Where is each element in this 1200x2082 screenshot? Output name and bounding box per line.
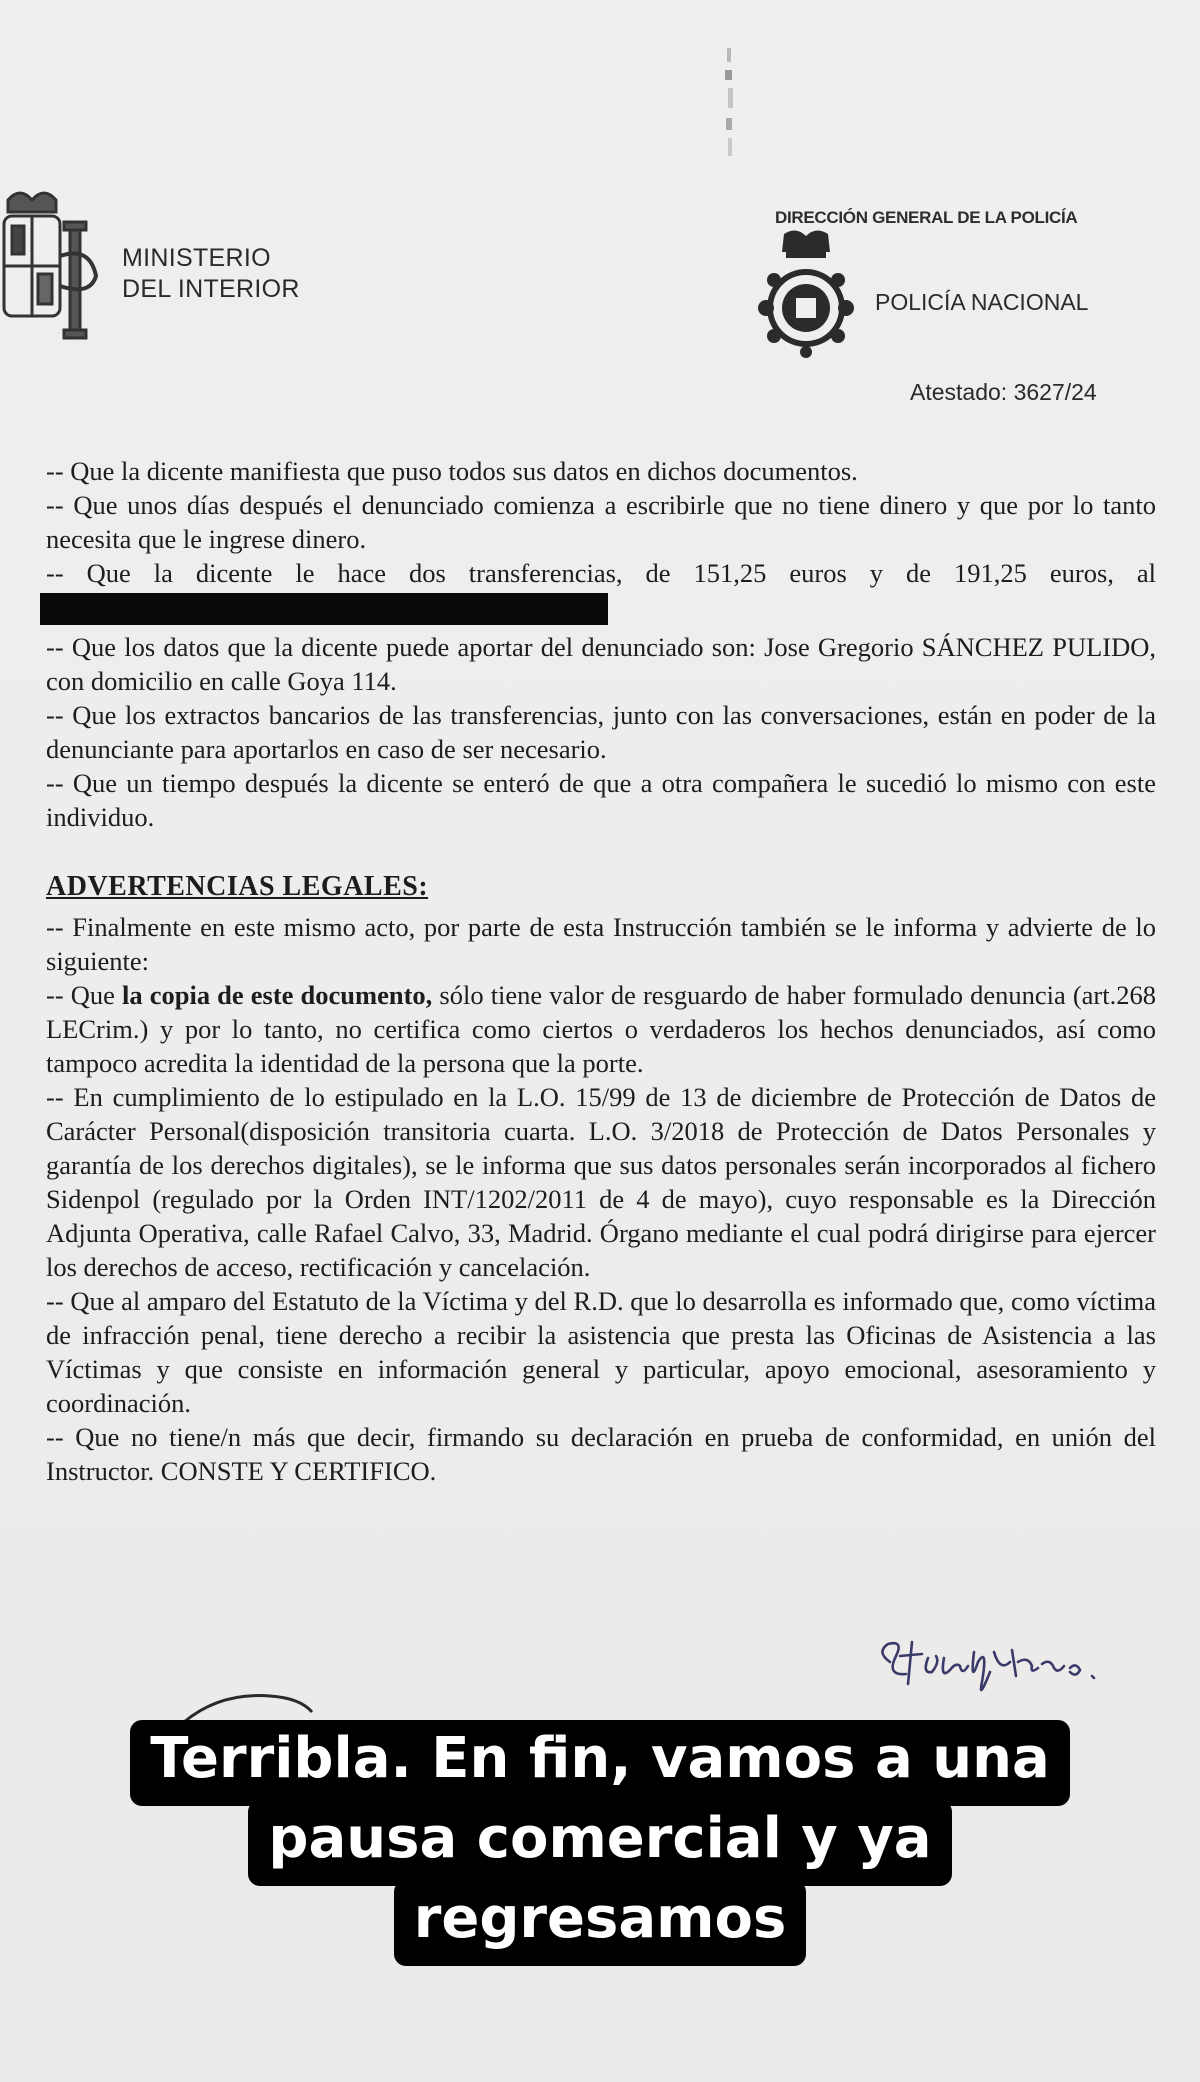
legal-paragraph: -- Que al amparo del Estatuto de la Víctima y del R.D. que lo desarrolla es informado que, como víctima de infracción penal, tiene derecho a recibir la asistencia que presta las Oficinas de Asistencia a las Víctimas y que consiste en información general y particular, apoyo emocional, asesoramiento y coordinación.: [46, 1286, 1156, 1418]
police-badge-icon: [752, 228, 860, 358]
caption-line: regresamos: [394, 1880, 807, 1966]
declaration-paragraph: -- Que los datos que la dicente puede aportar del denunciado son: Jose Gregorio SÁNCHEZ PULIDO, con domicilio en calle Goya 114.: [46, 632, 1156, 696]
legal-bold-text: la copia de este documento,: [122, 980, 433, 1010]
legal-heading: ADVERTENCIAS LEGALES:: [46, 871, 429, 902]
caption-line: Terribla. En fin, vamos a una: [130, 1720, 1070, 1806]
legal-text: sólo tiene valor de resguardo de haber formulado denuncia (art.268 LECrim.) y por lo tanto, no certifica como ciertos o verdaderos los hechos denunciados, así como tampoco acredita la identidad de la persona que la porte.: [46, 980, 1156, 1078]
legal-paragraph: -- Que no tiene/n más que decir, firmando su declaración en prueba de conformidad, en unión del Instructor. CONSTE Y CERTIFICO.: [46, 1422, 1156, 1486]
coat-of-arms-icon: [0, 186, 104, 346]
signature: [870, 1622, 1110, 1712]
declaration-paragraph: -- Que un tiempo después la dicente se enteró de que a otra compañera le sucedió lo mismo con este individuo.: [46, 768, 1156, 832]
legal-paragraph: [46, 978, 1156, 1080]
story-caption: [0, 1720, 1200, 1966]
legal-paragraph: -- Finalmente en este mismo acto, por parte de esta Instrucción también se le informa y advierte de lo siguiente:: [46, 912, 1156, 976]
ministry-line-1: MINISTERIO: [122, 244, 271, 272]
report-number: Atestado: 3627/24: [910, 379, 1097, 405]
directorate-name: DIRECCIÓN GENERAL DE LA POLICÍA: [775, 208, 1078, 227]
ministry-name: [122, 243, 300, 305]
ministry-line-2: DEL INTERIOR: [122, 275, 300, 303]
caption-line: pausa comercial y ya: [248, 1800, 951, 1886]
scan-smudge: [718, 48, 742, 158]
declaration-paragraph: -- Que los extractos bancarios de las transferencias, junto con las conversaciones, están en poder de la denunciante para aportarlos en caso de ser necesario.: [46, 700, 1156, 764]
legal-paragraph: -- En cumplimiento de lo estipulado en la L.O. 15/99 de 13 de diciembre de Protección de Datos de Carácter Personal(disposición transitoria cuarta. L.O. 3/2018 de Protección de Datos Personales y garantía de los derechos digitales), se le informa que sus datos personales serán incorporados al fichero Sidenpol (regulado por la Orden INT/1202/2011 de 4 de mayo), cuyo responsable es la Dirección Adjunta Operativa, calle Rafael Calvo, 33, Madrid. Órgano mediante el cual podrá dirigirse para ejercer los derechos de acceso, rectificación y cancelación.: [46, 1082, 1156, 1282]
legal-section: [46, 910, 1156, 1488]
police-name: POLICÍA NACIONAL: [875, 289, 1089, 315]
legal-text: -- Que: [46, 980, 122, 1010]
declaration-section: [46, 454, 1156, 834]
redaction-bar: [40, 593, 608, 625]
declaration-paragraph: -- Que la dicente le hace dos transferencias, de 151,25 euros y de 191,25 euros, al: [46, 558, 1156, 588]
declaration-paragraph: -- Que unos días después el denunciado comienza a escribirle que no tiene dinero y que por lo tanto necesita que le ingrese dinero.: [46, 490, 1156, 554]
declaration-paragraph: -- Que la dicente manifiesta que puso todos sus datos en dichos documentos.: [46, 456, 858, 486]
